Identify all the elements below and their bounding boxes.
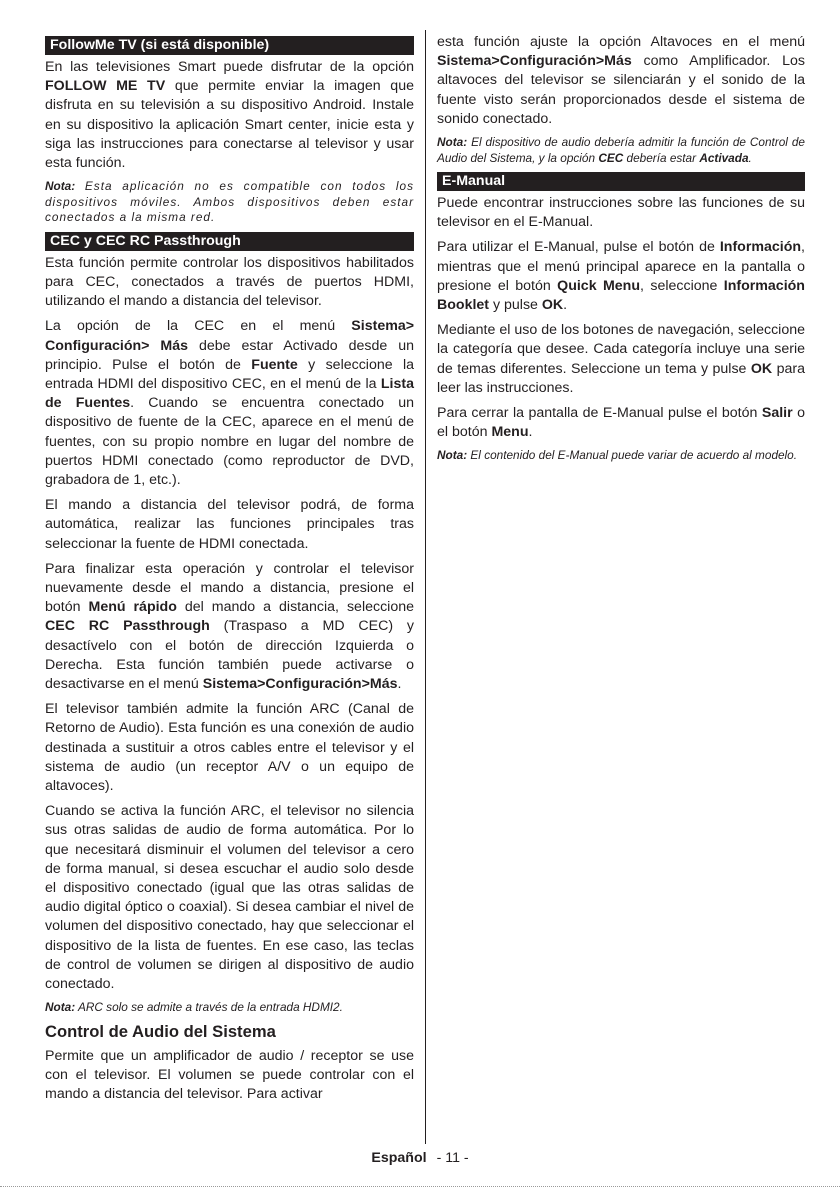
cec-paragraph-3: El mando a distancia del televisor podrá, de forma automática, realizar las funciones principales tras seleccionar la fuente de HDMI conectada. — [45, 497, 414, 552]
audio-control-note: Nota: El dispositivo de audio debería admitir la función de Control de Audio del Sistema, y la opción CEC debería estar Activada. — [437, 135, 805, 165]
followme-note: Nota: Esta aplicación no es compatible con todos los dispositivos móviles. Ambos dispositivos deben estar conectados a la misma red. — [45, 179, 414, 225]
footer-language: Español — [371, 1150, 427, 1166]
audio-control-paragraph: Permite que un amplificador de audio / receptor se use con el televisor. El volumen se puede controlar con el mando a distancia del televisor. Para activar — [45, 1047, 414, 1103]
audio-control-continued: esta función ajuste la opción Altavoces en el menú Sistema>Configuración>Más como Amplificador. Los altavoces del televisor se silenciarán y el sonido de la fuente visto serán proporcionados desde el sistema de sonido conectado. — [437, 34, 805, 127]
cec-note: Nota: ARC solo se admite a través de la entrada HDMI2. — [45, 1000, 343, 1015]
cec-paragraph-2: La opción de la CEC en el menú Sistema> Configuración> Más debe estar Activado desde un principio. Pulse el botón de Fuente y seleccione la entrada HDMI del dispositivo CEC, en el menú de la Lista de Fuentes. Cuando se encuentra conectado un dispositivo de fuente de la CEC, aparece en el menú de fuentes, con su propio nombre en lugar del nombre de puertos HDMI conectado (como reproductor de DVD, grabadora de 1, etc.). — [45, 318, 415, 488]
page-footer — [0, 1150, 840, 1166]
cec-header: CEC y CEC RC Passthrough — [45, 232, 414, 251]
emanual-header: E-Manual — [437, 172, 805, 191]
emanual-paragraph-1: Puede encontrar instrucciones sobre las funciones de su televisor en el E-Manual. — [437, 195, 805, 231]
right-column — [437, 33, 805, 470]
left-column — [45, 33, 414, 1110]
followme-header: FollowMe TV (si está disponible) — [45, 36, 414, 55]
emanual-paragraph-4: Para cerrar la pantalla de E-Manual pulse el botón Salir o el botón Menu. — [437, 405, 805, 441]
cec-paragraph-6: Cuando se activa la función ARC, el televisor no silencia sus otras salidas de audio de forma automática. Por lo que necesitará disminuir el volumen del televisor a cero de forma manual, si desea escuchar el audio solo desde el dispositivo conectado (igual que las otras salidas de audio digital óptico o coaxial). Si desea cambiar el nivel de volumen del dispositivo conectado, hay que seleccionar el dispositivo de la lista de fuentes. En ese caso, las teclas de control de volumen se dirigen al dispositivo de audio conectado. — [45, 803, 414, 993]
cec-paragraph-1: Esta función permite controlar los dispositivos habilitados para CEC, conectados a través de puertos HDMI, utilizando el mando a distancia del televisor. — [45, 254, 414, 310]
followme-paragraph: En las televisiones Smart puede disfrutar de la opción FOLLOW ME TV que permite enviar la imagen que disfruta en su televisión a su dispositivo Android. Instale en su dispositivo la aplicación Smart center, inicie esta y siga las instrucciones para conectarse al televisor y usar esta función. — [45, 59, 414, 172]
page-number: - 11 - — [436, 1150, 469, 1166]
cec-paragraph-4: Para finalizar esta operación y controlar el televisor nuevamente desde el mando a distancia, presione el botón Menú rápido del mando a distancia, seleccione CEC RC Passthrough (Traspaso a MD CEC) y desactívelo con el botón de dirección Izquierda o Derecha. Esta función también puede activarse o desactivarse en el menú Sistema>Configuración>Más. — [45, 560, 414, 692]
emanual-paragraph-2: Para utilizar el E-Manual, pulse el botón de Información, mientras que el menú principal aparece en la pantalla o presione el botón Quick Menu, seleccione Información Booklet y pulse OK. — [437, 239, 805, 314]
bottom-dotted-rule — [0, 1186, 840, 1187]
cec-paragraph-5: El televisor también admite la función ARC (Canal de Retorno de Audio). Esta función es una conexión de audio destinada a sustituir a otros cables entre el televisor y el sistema de audio (un receptor A/V o un equipo de altavoces). — [45, 701, 414, 794]
column-divider — [425, 30, 426, 1144]
audio-control-heading: Control de Audio del Sistema — [45, 1021, 276, 1041]
emanual-note: Nota: El contenido del E-Manual puede variar de acuerdo al modelo. — [437, 448, 798, 463]
emanual-paragraph-3: Mediante el uso de los botones de navegación, seleccione la categoría que desee. Cada categoría incluye una serie de temas diferentes. Seleccione un tema y pulse OK para leer las instrucciones. — [437, 322, 806, 396]
